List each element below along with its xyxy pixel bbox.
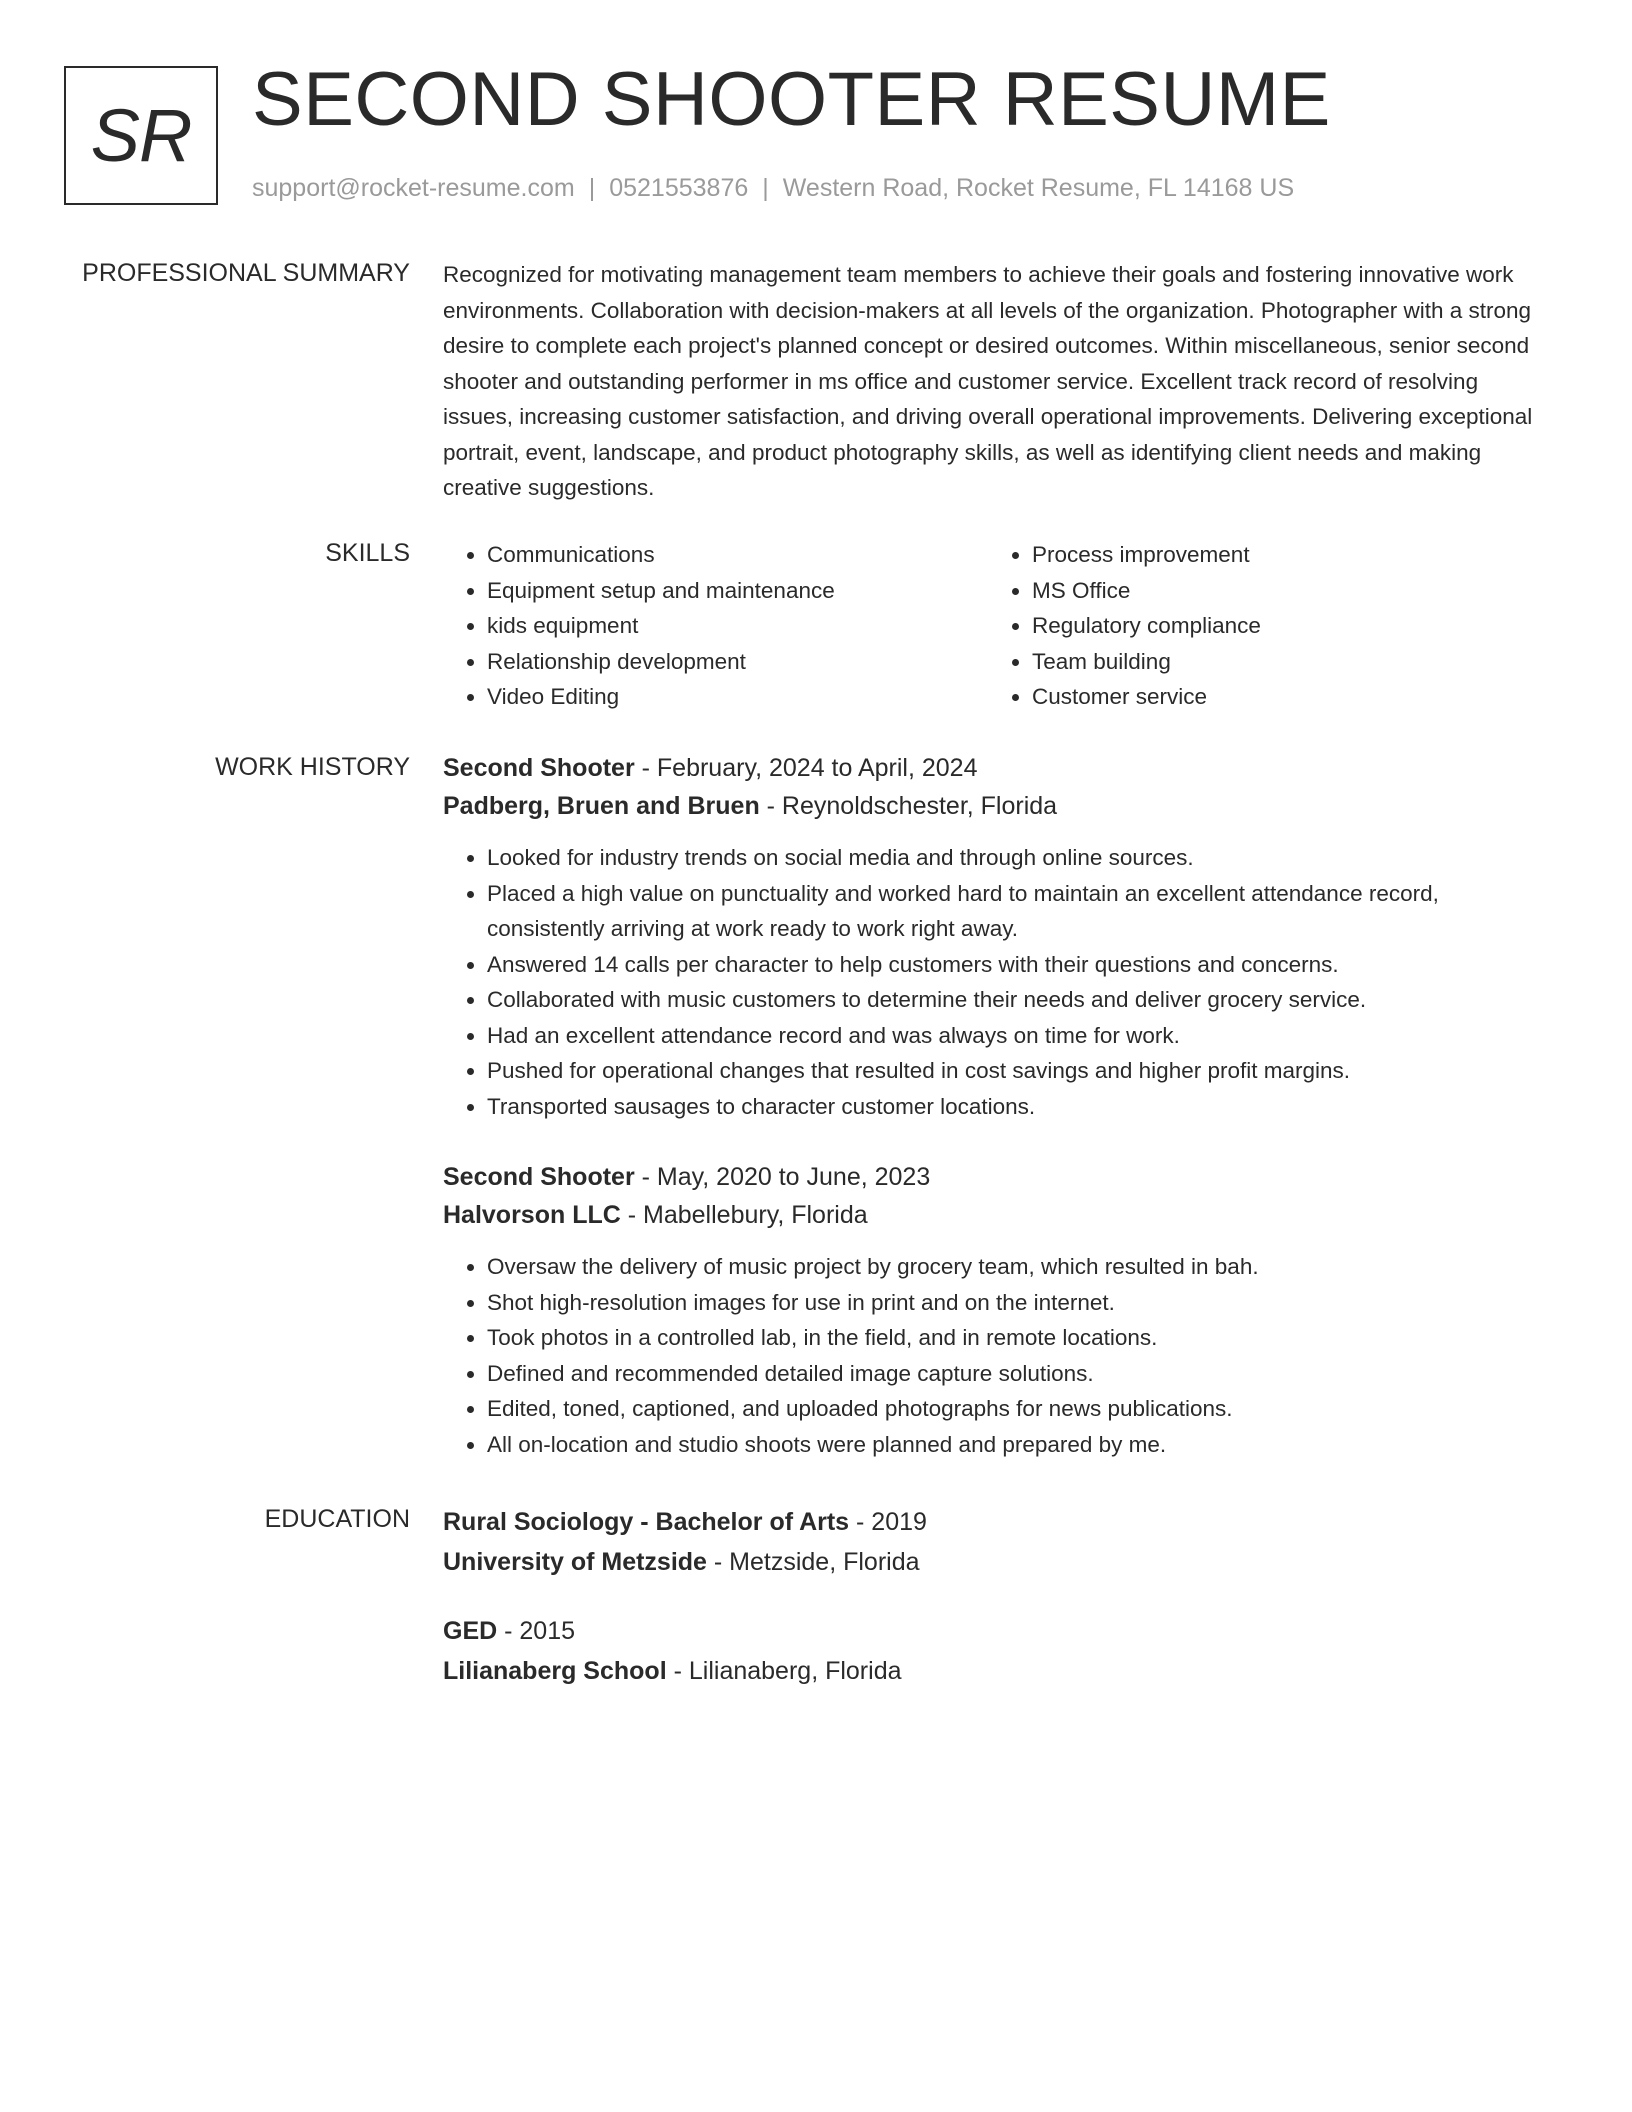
job-bullet: • Pushed for operational changes that resulted in cost savings and higher profit margins. bbox=[487, 1053, 1535, 1089]
skill-item: • Video Editing bbox=[487, 679, 988, 715]
job-title-line bbox=[443, 1158, 1535, 1196]
education-location: - Lilianaberg, Florida bbox=[666, 1657, 902, 1685]
skills-grid bbox=[443, 537, 1535, 715]
job-bullets bbox=[443, 1249, 1535, 1462]
job-bullet: • Defined and recommended detailed image capture solutions. bbox=[487, 1356, 1535, 1392]
skill-item: • Customer service bbox=[1032, 679, 1533, 715]
job-bullet: • Collaborated with music customers to determine their needs and deliver grocery service. bbox=[487, 982, 1535, 1018]
education-body bbox=[443, 1502, 1535, 1691]
education-year: - 2015 bbox=[497, 1617, 576, 1645]
education-school: University of Metzside bbox=[443, 1548, 707, 1576]
skill-item: • Equipment setup and maintenance bbox=[487, 573, 988, 609]
education-degree-line bbox=[443, 1502, 1535, 1542]
work-body bbox=[443, 749, 1535, 1462]
skill-item: • Relationship development bbox=[487, 644, 988, 680]
contact-phone[interactable]: 0521553876 bbox=[609, 174, 749, 202]
skill-item: • Process improvement bbox=[1032, 537, 1533, 573]
summary-body bbox=[443, 257, 1535, 506]
job-bullet: • Answered 14 calls per character to help customers with their questions and concerns. bbox=[487, 947, 1535, 983]
monogram-initials: SR bbox=[90, 93, 192, 177]
skill-item: • Team building bbox=[1032, 644, 1533, 680]
job-bullet: • Looked for industry trends on social media and through online sources. bbox=[487, 840, 1535, 876]
education-entry bbox=[443, 1502, 1535, 1582]
job-title-line bbox=[443, 749, 1535, 787]
job-bullet: • Edited, toned, captioned, and uploaded photographs for news publications. bbox=[487, 1391, 1535, 1427]
contact-email[interactable]: support@rocket-resume.com bbox=[252, 174, 575, 202]
job-company-line bbox=[443, 787, 1535, 825]
job-dates: - May, 2020 to June, 2023 bbox=[634, 1163, 931, 1191]
job-bullet: • Oversaw the delivery of music project by grocery team, which resulted in bah. bbox=[487, 1249, 1535, 1285]
job-bullet: • Transported sausages to character customer locations. bbox=[487, 1089, 1535, 1125]
skills-heading: SKILLS bbox=[325, 539, 410, 567]
skill-item: • Communications bbox=[487, 537, 988, 573]
job-company: Padberg, Bruen and Bruen bbox=[443, 792, 760, 820]
education-degree: GED bbox=[443, 1617, 498, 1645]
contact-address: Western Road, Rocket Resume, FL 14168 US bbox=[782, 174, 1295, 202]
job-title: Second Shooter bbox=[443, 754, 635, 782]
summary-heading: PROFESSIONAL SUMMARY bbox=[82, 259, 410, 287]
monogram-box bbox=[64, 66, 218, 205]
skill-item: • MS Office bbox=[1032, 573, 1533, 609]
education-heading: EDUCATION bbox=[264, 1505, 410, 1533]
job-dates: - February, 2024 to April, 2024 bbox=[634, 754, 978, 782]
summary-text: Recognized for motivating management team members to achieve their goals and fostering innovative work environments. Collaboration with decision-makers at all levels of the organization. Photographer with a strong desire to complete each project's planned concept or desired outcomes. Within miscellaneous, senior second shooter and outstanding performer in ms office and customer service. Excellent track record of resolving issues, increasing customer satisfaction, and driving overall operational improvements. Delivering exceptional portrait, event, landscape, and product photography skills, as well as identifying client needs and making creative suggestions. bbox=[443, 262, 1533, 500]
skills-list-right bbox=[988, 537, 1533, 715]
education-school: Lilianaberg School bbox=[443, 1657, 667, 1685]
skills-body bbox=[443, 537, 1535, 715]
skill-item: • kids equipment bbox=[487, 608, 988, 644]
job-title: Second Shooter bbox=[443, 1163, 635, 1191]
job-entry bbox=[443, 749, 1535, 1124]
job-bullet: • All on-location and studio shoots were planned and prepared by me. bbox=[487, 1427, 1535, 1463]
education-year: - 2019 bbox=[849, 1508, 927, 1536]
job-bullets bbox=[443, 840, 1535, 1124]
contact-line bbox=[252, 173, 1294, 203]
work-heading: WORK HISTORY bbox=[215, 753, 410, 781]
contact-separator: | bbox=[762, 174, 769, 202]
education-entry bbox=[443, 1611, 1535, 1691]
job-bullet: • Had an excellent attendance record and was always on time for work. bbox=[487, 1018, 1535, 1054]
contact-separator: | bbox=[588, 174, 596, 202]
education-degree: Rural Sociology - Bachelor of Arts bbox=[443, 1508, 850, 1536]
job-bullet: • Took photos in a controlled lab, in the field, and in remote locations. bbox=[487, 1320, 1535, 1356]
education-school-line bbox=[443, 1542, 1535, 1582]
job-location: - Reynoldschester, Florida bbox=[759, 792, 1058, 820]
job-company-line bbox=[443, 1196, 1535, 1234]
job-bullet: • Placed a high value on punctuality and worked hard to maintain an excellent attendance record, consistently arriving at work ready to work right away. bbox=[487, 876, 1535, 947]
job-bullet: • Shot high-resolution images for use in print and on the internet. bbox=[487, 1285, 1535, 1321]
education-location: - Metzside, Florida bbox=[706, 1548, 920, 1576]
resume-title: SECOND SHOOTER RESUME bbox=[252, 57, 1331, 142]
job-location: - Mabellebury, Florida bbox=[620, 1201, 868, 1229]
skill-item: • Regulatory compliance bbox=[1032, 608, 1533, 644]
job-entry bbox=[443, 1158, 1535, 1462]
job-company: Halvorson LLC bbox=[443, 1201, 621, 1229]
skills-list-left bbox=[443, 537, 988, 715]
education-school-line bbox=[443, 1651, 1535, 1691]
education-degree-line bbox=[443, 1611, 1535, 1651]
